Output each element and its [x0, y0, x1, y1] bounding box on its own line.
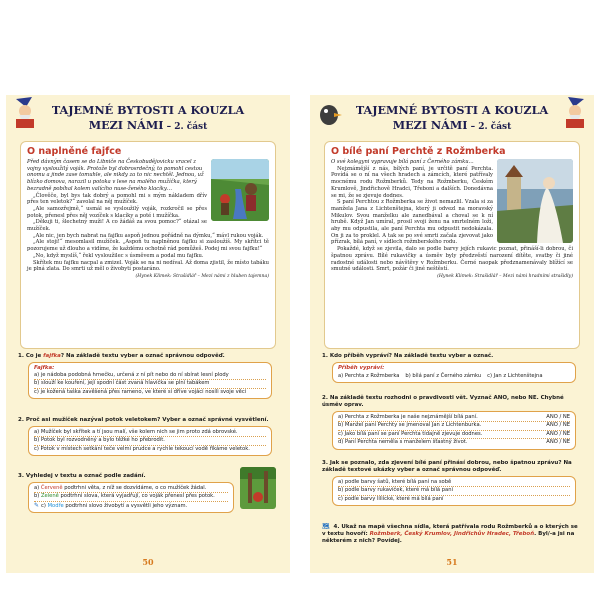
- story-paragraph: „Děkuji ti, šlechetný muži! A co žádáš za svou pomoc?“ otázal se mužíček.: [27, 219, 207, 233]
- answer-option[interactable]: c) podle barvy liliícké, které má bílá paní: [338, 495, 444, 502]
- chapter-header: [44, 103, 252, 137]
- story-paragraph: „Ale stojí!“ mesomlasil mužíček. „Aspoň tu naplněnou fajfku si zasloužíš. My skřítci tě pozorujeme už dlouho a vidíme, že každému ochotně rád pomůžeš. Podej mi svou fajfku!“: [27, 239, 269, 253]
- story-paragraph: S paní Perchtou z Rožmberka se život nemazlil. Vzala si za manžela Jana z Lichtenštejna, který ji odvezl na moravský Mikulov. Svou manželku ale zanedbával a choval se k ní hrubě. Když Jan umíral, prosil svoji ženu na smrtelném loži, aby mu odpustila, ale paní Perchta mu odpustit nedokázala. On ji za to proklel. A tak se po své smrti začala zjevovat jako přízrak, bílá paní, v sídlech rožmberského rodu.: [331, 199, 493, 246]
- question-1: 1. Kdo příběh vypráví? Na základě textu vyber a označ. Příběh vypráví: a) Perchta z Rožmberka b) bílá paní z Černého zámku c) Jan z Lichtenštejna: [322, 353, 582, 383]
- answer-option[interactable]: b) slouží ke kouření, její spodní část zvaná hlavička se plní tabákem: [34, 380, 266, 388]
- wizard-mascot-icon: [10, 95, 40, 129]
- question-3: 3. Jak se poznalo, zda zjevení bílé paní přinásí dobrou, nebo špatnou zprávu? Na základě textové ukázky vyber a označ správnou odpověď. a) podle barvy šatů, které bílá paní na sobě b) podle barvy rukaviček, které má bílá paní c) podle barvy liliícké, které má bílá paní: [322, 460, 582, 506]
- answer-box: [332, 362, 576, 383]
- header-line-1: TAJEMNÉ BYTOSTI A KOUZLA: [51, 103, 245, 117]
- answer-option[interactable]: b) Zeleně podtrhni slova, která vyjadřují, co voják přenesl přes potok.: [34, 493, 228, 501]
- answer-option[interactable]: ✎ c) Modře podtrhni slovo živobytí a vysvětli jeho význam.: [34, 501, 188, 509]
- header-line-2: MEZI NÁMI: [392, 118, 468, 132]
- story-source: (Hynek Klimek: Strašidlář – Mezi námi hradními strašidly): [437, 273, 573, 279]
- true-false-row[interactable]: b) Manžel paní Perchty se jmenoval Jan z Lichtenburka. ANO / NE: [338, 422, 570, 430]
- header-part: – 2. část: [163, 122, 208, 132]
- story-title: O bílé paní Perchtě z Rožmberka: [331, 146, 506, 157]
- story-paragraph: Skřítek mu fajfku nacpal a zmizel. Voják se na ni nedíval. Až doma zjistil, že místo tabáku je plná zlata. Do smrti už měl o živobytí postaráno.: [27, 259, 269, 273]
- bird-mascot-icon: [314, 95, 344, 129]
- answer-label: Fajfka:: [34, 365, 55, 371]
- place-names: Rožmberk, Český Krumlov, Jindřichův Hradec, Třeboň: [369, 531, 535, 537]
- story-intro: Před dávným časem se do Libniče na Českobudějovicku vracel z vojny vysloužilý voják. Protože byl dobrosrdečný, to pomohl cestou onomu a jinde zase tomuhle, ale nikdy za to nic nechtěl. Jednou, už blízko domova, narazil u potoka v lese na malého mužíčka, který bezradně pobíhal kolem valícího nuse-ženého klacíky…: [27, 159, 204, 192]
- yes-no-choice[interactable]: ANO / NE: [546, 430, 570, 437]
- answer-option[interactable]: a) Červeně podtrhni věta, z níž se dozvídáme, o co mužíček žádal.: [34, 485, 228, 493]
- answer-option[interactable]: a) podle barvy šatů, které bílá paní na sobě: [338, 479, 570, 487]
- page-number: 50: [142, 557, 154, 567]
- true-false-row[interactable]: d) Paní Perchta neměla s manželem šťastný život. ANO / NE: [338, 439, 570, 446]
- question-3: 3. Vyhledej v textu a označ podle zadání. a) Červeně podtrhni věta, z níž se dozvídáme, o co mužíček žádal. b) Zeleně podtrhni slova, která vyjadřují, co voják přenesl přes potok. ✎ c) Modře podtrhni slovo živobytí a vysvětli jeho význam.: [18, 473, 234, 513]
- story-paragraph: „Člověče, byl bys tak dobrý a pomohl mi s mým nákladem dřív přes ten veletok?“ zavolal na něj mužíček.: [27, 192, 207, 206]
- answer-option[interactable]: a) je nádoba podobná hrnečku, určená z ní pít nebo do ní sbírat lesní plody: [34, 372, 266, 380]
- answer-option[interactable]: c) je kožená taška zavěšená přes rameno, ve které si dříve vojáci nosili svoje věci: [34, 388, 247, 395]
- true-false-row[interactable]: a) Perchta z Rožmberka je naše nejznámější bílá paní. ANO / NE: [338, 414, 570, 422]
- story-illustration: [497, 159, 573, 243]
- answer-box: [332, 411, 576, 450]
- answer-box: [28, 482, 234, 513]
- story-box: [324, 141, 580, 349]
- answer-option[interactable]: b) podle barvy rukaviček, které má bílá paní: [338, 487, 570, 495]
- header-line-1: TAJEMNÉ BYTOSTI A KOUZLA: [355, 103, 549, 117]
- answer-option[interactable]: b) Potok byl rozvodněný a bylo těžké ho přebrodit.: [34, 437, 266, 445]
- story-illustration: [211, 159, 269, 221]
- answer-box: [28, 426, 272, 456]
- story-box: [20, 141, 276, 349]
- left-page: [6, 95, 290, 573]
- story-source: (Hynek Klimek: Strašidlář – Mezi námi z hluben tajemna): [135, 273, 269, 279]
- story-title: O naplněné fajfce: [27, 146, 122, 157]
- header-line-2: MEZI NÁMI: [88, 118, 164, 132]
- question-4: 🗺 4. Ukaž na mapě všechna sídla, která patřívala rodu Rožmberků a o kterých se v textu hovoří: Rožmberk, Český Krumlov, Jindřichův Hradec, Třeboň. Byl/-a jsi na některém z nich? Povídej.: [322, 523, 578, 544]
- answer-option[interactable]: c) Potok v místech setkání teče velmi prudce a rychle tekoucí vodě říkáme veletok.: [34, 445, 250, 452]
- map-icon: 🗺: [322, 523, 330, 530]
- chapter-header: [348, 103, 556, 137]
- story-paragraph: Pokaždé, když se zjevila, dalo se podle barvy jejích rukavic poznat, přináší-li dobrou, či špatnou zprávu. Bílé rukavičky a úsměv byly předzvěstí narození dítěte, svatby či jiné radostné události nebo návštěvy v Rožmberku. Černé naopak předznamenávaly blížící se smutné události. Smrt, požár či jiné neštěstí.: [331, 246, 573, 273]
- story-paragraph: „Ale samozřejmě,“ usmál se vysloužilý voják, rozkročil se přes potok, přenesl přes něj vozíček s klacíky a poté i mužíčka.: [27, 205, 207, 219]
- yes-no-choice[interactable]: ANO / NE: [546, 439, 570, 446]
- keyword: fajfka: [43, 353, 61, 359]
- answer-option[interactable]: c) Jan z Lichtenštejna: [487, 373, 543, 379]
- question-2: 2. Proč asi mužíček nazýval potok veletokem? Vyber a označ správné vysvětlení. a) Mužíček byl skřítek a tí jsou malí, vše kolem nich se jim proto zdá obrovské. b) Potok byl rozvodněný a bylo těžké ho přebrodit. c) Potok v místech setkání teče velmi prudce a rychle tekoucí vodě říkáme veletok.: [18, 417, 278, 456]
- right-page: [310, 95, 594, 573]
- answer-option[interactable]: a) Perchta z Rožmberka: [338, 373, 400, 379]
- story-paragraph: „No, když myslíš,“ řekl vysloužilec s úsměvem a podal mu fajfku.: [33, 252, 204, 259]
- story-intro: O své kolegyni vypravuje bílá paní z Černého zámku…: [331, 159, 474, 165]
- yes-no-choice[interactable]: ANO / NE: [546, 414, 570, 420]
- page-number: 51: [446, 557, 458, 567]
- question-2: 2. Na základě textu rozhodni o pravdivosti vět. Vyznač ANO, nebo NE. Chybné úsměv oprav. a) Perchta z Rožmberka je naše nejznámější bílá paní. ANO / NE b) Manžel paní Perchty se jmenoval Jan z Lichtenburka. ANO / NE c) Jako bílá paní se paní Perchta tidajně zjevuje dodnes. ANO / NE d) Paní Perchta neměla s manželem šťastný život. ANO / NE: [322, 395, 582, 450]
- header-part: – 2. část: [467, 122, 512, 132]
- answer-option[interactable]: b) bílá paní z Černého zámku: [405, 373, 482, 379]
- yes-no-choice[interactable]: ANO / NE: [546, 422, 570, 429]
- answer-box: [28, 362, 272, 399]
- wizard-mascot-icon: [560, 95, 590, 129]
- story-paragraph: Nejznámější z nás, bílých paní, je určitě paní Perchta. Povídá se o ní na všech hradech a zámcích, které patřívaly mocnému rodu Rožmberků. Tedy na Rožmberku, Českém Krumlově, Jindřichově Hradci, Třeboni a dalších. Donedávna se mi, že se zjevuje dodnes.: [331, 165, 493, 199]
- story-paragraph: „Ale nic, jen bych nabrat na fajfku aspoň jednou pořádně na dýmku,“ mávl rukou voják.: [33, 232, 264, 239]
- pencil-icon: ✎: [34, 501, 40, 509]
- question-1: 1. Co je fajfka? Na základě textu vyber a označ správnou odpověď. Fajfka: a) je nádoba podobná hrnečku, určená z ní pít nebo do ní sbírat lesní plody b) slouží ke kouření, její spodní část zvaná hlavička se plní tabákem c) je kožená taška zavěšená přes rameno, ve které si dříve vojáci nosili svoje věci: [18, 353, 278, 399]
- answer-box: [332, 476, 576, 506]
- true-false-row[interactable]: c) Jako bílá paní se paní Perchta tidajně zjevuje dodnes. ANO / NE: [338, 431, 570, 439]
- answer-label: Příběh vypráví:: [338, 365, 385, 371]
- forest-illustration: [240, 467, 276, 509]
- answer-option[interactable]: a) Mužíček byl skřítek a tí jsou malí, vše kolem nich se jim proto zdá obrovské.: [34, 429, 266, 437]
